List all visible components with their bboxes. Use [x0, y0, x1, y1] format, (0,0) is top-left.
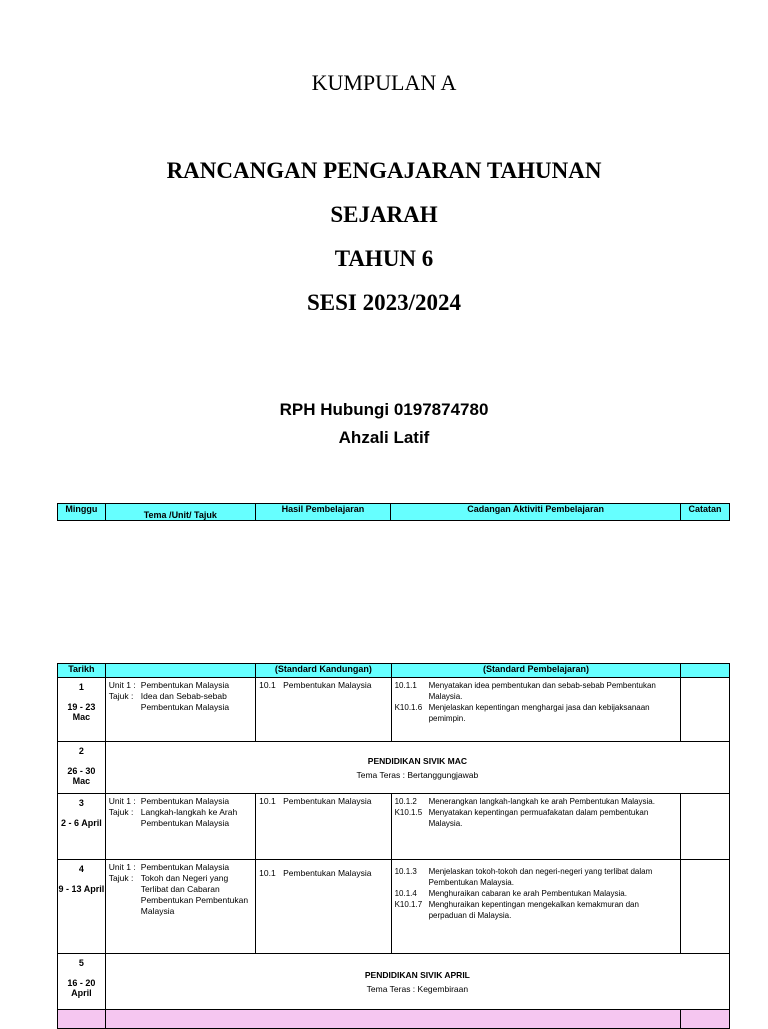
unit-label: Unit 1 :	[108, 680, 136, 690]
civic-cell	[105, 742, 729, 794]
title-line-3: TAHUN 6	[334, 246, 434, 271]
holiday-cell	[58, 1010, 106, 1029]
header-table	[57, 503, 730, 521]
subheader-empty	[105, 664, 255, 678]
header-catatan: Catatan	[681, 504, 730, 521]
week-date: 19 - 23 Mac	[67, 702, 96, 722]
week-number: 2	[78, 746, 84, 756]
title-line-1: RANCANGAN PENGAJARAN TAHUNAN	[166, 158, 602, 183]
civic-title: PENDIDIKAN SIVIK MAC	[367, 755, 467, 766]
catatan-cell	[681, 678, 730, 742]
week-date: 9 - 13 April	[58, 884, 105, 894]
sp-text: Menyatakan kepentingan permuafakatan dalam pembentukan Malaysia.	[428, 808, 649, 828]
sp-code: 10.1.4	[394, 889, 417, 898]
week-date: 26 - 30 Mac	[67, 766, 96, 786]
sk-code: 10.1	[259, 680, 276, 690]
holiday-cell	[681, 1010, 730, 1029]
header-minggu: Minggu	[58, 504, 106, 521]
sp-cell	[391, 678, 681, 742]
sk-cell	[256, 860, 391, 954]
week-number: 3	[78, 798, 84, 808]
plan-table	[57, 663, 730, 1029]
tajuk-label: Tajuk :	[108, 807, 134, 817]
sp-code: K10.1.7	[394, 900, 423, 909]
week-number: 4	[78, 864, 84, 874]
unit-text: Pembentukan Malaysia	[140, 796, 230, 806]
topic-cell	[105, 860, 255, 954]
table-row	[58, 954, 730, 1010]
unit-label: Unit 1 :	[108, 862, 136, 872]
table-row	[58, 678, 730, 742]
subheader-catatan-empty	[681, 664, 730, 678]
title-line-2: SEJARAH	[330, 202, 438, 227]
contact-name: Ahzali Latif	[338, 428, 430, 447]
table-row	[58, 794, 730, 860]
header-cadangan: Cadangan Aktiviti Pembelajaran	[391, 504, 681, 521]
sk-cell	[256, 678, 391, 742]
catatan-cell	[681, 794, 730, 860]
sp-code: 10.1.2	[394, 797, 417, 806]
unit-text: Pembentukan Malaysia	[140, 680, 230, 690]
sp-code: K10.1.5	[394, 808, 423, 817]
title-line-4: SESI 2023/2024	[306, 290, 461, 315]
subheader-sp: (Standard Pembelajaran)	[391, 664, 681, 678]
header-tema: Tema /Unit/ Tajuk	[105, 504, 255, 521]
civic-theme: Tema Teras : Kegembiraan	[366, 983, 469, 994]
week-cell	[58, 794, 106, 860]
sp-text: Menjelaskan tokoh-tokoh dan negeri-negeri yang terlibat dalam Pembentukan Malaysia.	[428, 867, 653, 887]
table-row	[58, 742, 730, 794]
sp-cell	[391, 794, 681, 860]
header-hasil: Hasil Pembelajaran	[255, 504, 390, 521]
tajuk-label: Tajuk :	[108, 691, 134, 701]
sp-text: Menjelaskan kepentingan menghargai jasa dan kebijaksanaan pemimpin.	[428, 703, 650, 723]
group-label: KUMPULAN A	[311, 70, 457, 95]
civic-theme: Tema Teras : Bertanggungjawab	[356, 769, 479, 780]
tajuk-text: Langkah-langkah ke Arah Pembentukan Malaysia	[140, 807, 238, 828]
sp-code: K10.1.6	[394, 703, 423, 712]
catatan-cell	[681, 860, 730, 954]
sp-text: Menghuraikan cabaran ke arah Pembentukan Malaysia.	[428, 889, 627, 898]
holiday-cell	[105, 1010, 681, 1029]
week-date: 16 - 20 April	[67, 978, 96, 998]
civic-title: PENDIDIKAN SIVIK APRIL	[364, 969, 470, 980]
sp-code: 10.1.3	[394, 867, 417, 876]
sk-cell	[256, 794, 391, 860]
sk-text: Pembentukan Malaysia	[283, 868, 372, 878]
tajuk-label: Tajuk :	[108, 873, 134, 883]
week-number: 5	[78, 958, 84, 968]
sk-code: 10.1	[259, 868, 276, 878]
unit-label: Unit 1 :	[108, 796, 136, 806]
sp-text: Menerangkan langkah-langkah ke arah Pembentukan Malaysia.	[428, 797, 655, 806]
sk-text: Pembentukan Malaysia	[283, 680, 372, 690]
holiday-row	[58, 1010, 730, 1029]
sk-text: Pembentukan Malaysia	[283, 796, 372, 806]
contact-phone: RPH Hubungi 0197874780	[279, 400, 489, 419]
sk-code: 10.1	[259, 796, 276, 806]
subheader-sk: (Standard Kandungan)	[256, 664, 391, 678]
topic-cell	[105, 794, 255, 860]
topic-cell	[105, 678, 255, 742]
week-cell	[58, 860, 106, 954]
sp-text: Menyatakan idea pembentukan dan sebab-sebab Pembentukan Malaysia.	[428, 681, 656, 701]
subheader-tarikh: Tarikh	[58, 664, 106, 678]
week-cell	[58, 678, 106, 742]
civic-cell	[105, 954, 729, 1010]
week-cell	[58, 954, 106, 1010]
table-row	[58, 860, 730, 954]
week-number: 1	[78, 682, 84, 692]
tajuk-text: Idea dan Sebab-sebab Pembentukan Malaysia	[140, 691, 230, 712]
unit-text: Pembentukan Malaysia	[140, 862, 230, 872]
sp-code: 10.1.1	[394, 681, 417, 690]
week-cell	[58, 742, 106, 794]
week-date: 2 - 6 April	[61, 818, 102, 828]
sp-cell	[391, 860, 681, 954]
tajuk-text: Tokoh dan Negeri yang Terlibat dan Cabaran Pembentukan Pembentukan Malaysia	[140, 873, 249, 916]
sp-text: Menghuraikan kepentingan mengekalkan kemakmuran dan perpaduan di Malaysia.	[428, 900, 639, 920]
